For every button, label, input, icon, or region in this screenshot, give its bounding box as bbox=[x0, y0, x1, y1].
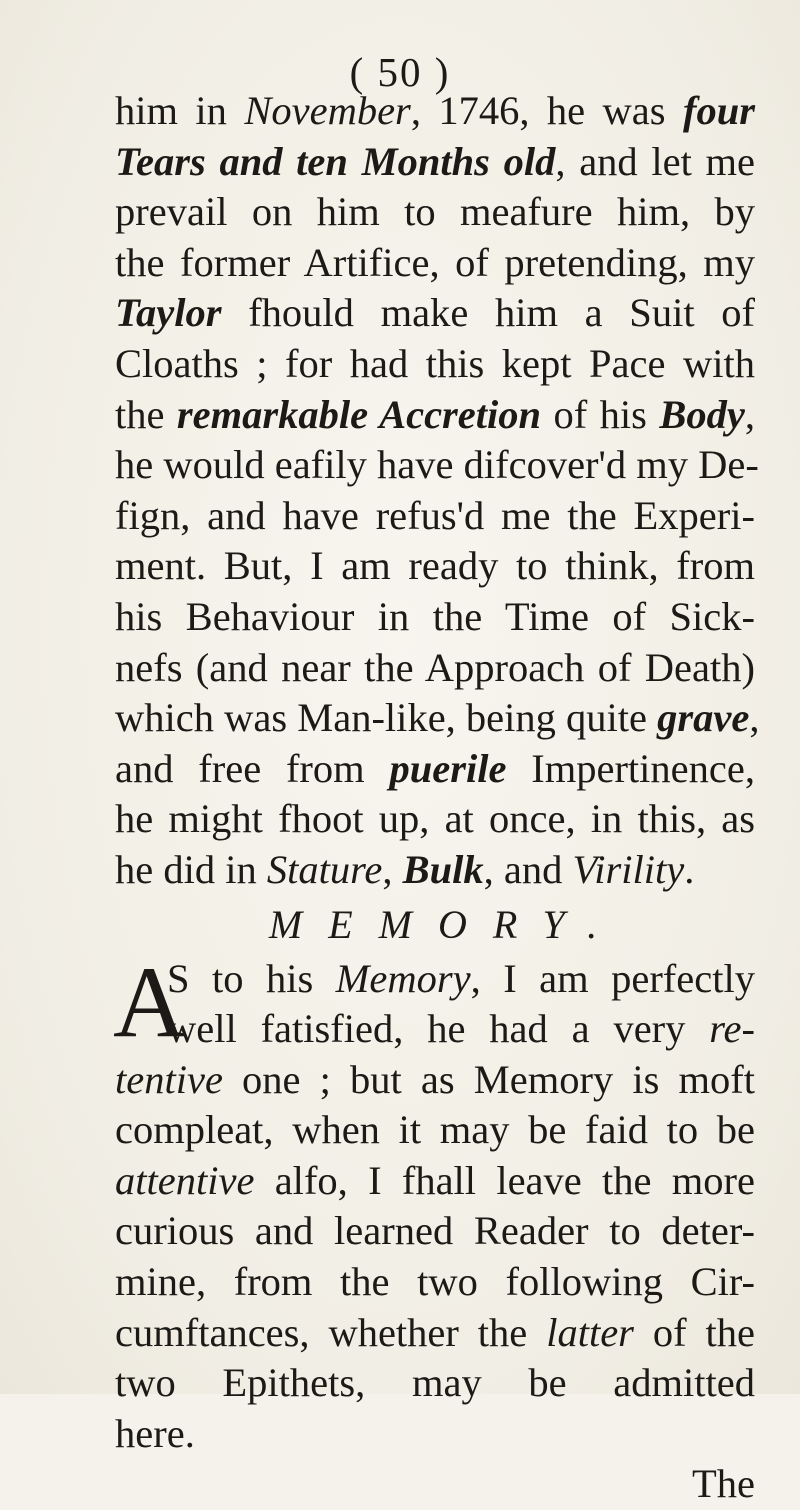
section-heading: MEMORY. bbox=[268, 901, 624, 947]
text-line: Taylor fhould make him a Suit of bbox=[115, 290, 755, 336]
text-line: well fatisfied, he had a very re- bbox=[167, 1006, 755, 1052]
catchword: The bbox=[692, 1461, 755, 1507]
text-line: mine, from the two following Cir- bbox=[115, 1259, 755, 1305]
text-line: Cloaths ; for had this kept Pace with bbox=[115, 340, 755, 386]
drop-cap-letter: A bbox=[113, 945, 187, 1059]
text-line: prevail on him to meafure him, by bbox=[115, 189, 755, 235]
text-line: fign, and have refus'd me the Experi- bbox=[115, 492, 755, 538]
text-line-dropcap: A S to his Memory, I am perfectly bbox=[113, 945, 755, 1059]
text-line: curious and learned Reader to deter- bbox=[115, 1208, 755, 1254]
text-line: which was Man-like, being quite grave, bbox=[115, 695, 760, 741]
text-line: here. bbox=[115, 1410, 195, 1456]
text-line: he would eafily have difcover'd my De- bbox=[115, 442, 759, 488]
text-line: and free from puerile Impertinence, bbox=[115, 745, 755, 791]
page-number: ( 50 ) bbox=[349, 49, 451, 95]
page-text bbox=[113, 86, 760, 1510]
text-line: tentive one ; but as Memory is moft bbox=[115, 1056, 755, 1102]
text-line: nefs (and near the Approach of Death) bbox=[115, 644, 755, 690]
text-line: two Epithets, may be admitted bbox=[115, 1360, 755, 1406]
text-line: his Behaviour in the Time of Sick- bbox=[115, 593, 755, 639]
text-line: cumftances, whether the latter of the bbox=[115, 1309, 755, 1355]
text-line: him in November, 1746, he was four bbox=[115, 88, 755, 133]
text-line: he did in Stature, Bulk, and Virility. bbox=[115, 846, 695, 892]
text-line: he might fhoot up, at once, in this, as bbox=[115, 796, 755, 842]
text-line: ment. But, I am ready to think, from bbox=[115, 543, 755, 589]
text-line: attentive alfo, I fhall leave the more bbox=[115, 1157, 755, 1203]
text-line: the remarkable Accretion of his Body, bbox=[115, 391, 755, 437]
text-line: the former Artifice, of pretending, my bbox=[115, 239, 755, 285]
text-line: Tears and ten Months old, and let me bbox=[115, 138, 755, 184]
text-line: compleat, when it may be faid to be bbox=[115, 1107, 755, 1153]
